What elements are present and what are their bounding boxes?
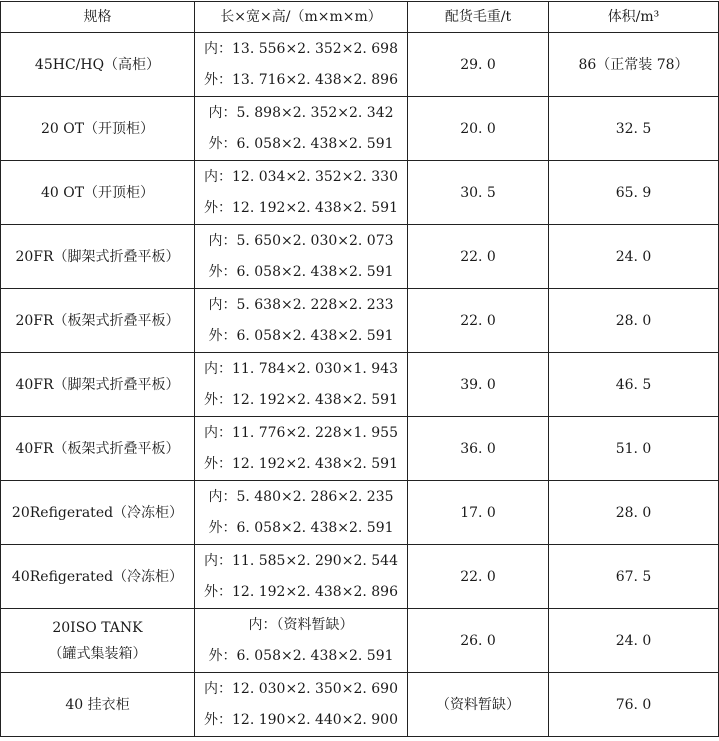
spec-text: 40 OT（开顶柜） (40, 184, 155, 201)
inner-dimensions: 内：11. 776×2. 228×1. 955 (204, 424, 398, 441)
header-dimensions: 长×宽×高/（m×m×m） (195, 2, 408, 33)
cell-weight: 26. 0 (408, 609, 549, 673)
table-row (1, 481, 719, 545)
cell-dimensions (195, 481, 408, 545)
cell-volume: 32. 5 (549, 97, 719, 161)
cell-spec (1, 97, 195, 161)
table-row (1, 545, 719, 609)
cell-volume: 86（正常装 78） (549, 33, 719, 97)
inner-dimensions: 内：12. 030×2. 350×2. 690 (204, 680, 398, 697)
spec-text: 20 OT（开顶柜） (40, 120, 155, 137)
cell-volume: 76. 0 (549, 673, 719, 737)
table-row (1, 97, 719, 161)
table-row (1, 161, 719, 225)
table-row (1, 33, 719, 97)
header-weight: 配货毛重/t (408, 2, 549, 33)
cell-spec (1, 481, 195, 545)
cell-spec (1, 33, 195, 97)
cell-spec (1, 161, 195, 225)
cell-weight: 22. 0 (408, 545, 549, 609)
table-row (1, 609, 719, 673)
cell-volume: 67. 5 (549, 545, 719, 609)
spec-text: 45HC/HQ（高柜） (34, 56, 161, 73)
table-row (1, 289, 719, 353)
container-spec-table (0, 1, 719, 737)
table-body (1, 33, 719, 737)
cell-weight: 36. 0 (408, 417, 549, 481)
spec-text: 40FR（板架式折叠平板） (15, 440, 180, 457)
cell-weight: （资料暂缺） (408, 673, 549, 737)
cell-weight: 22. 0 (408, 225, 549, 289)
spec-text: （罐式集装箱） (48, 645, 147, 662)
spec-text: 20ISO TANK (52, 619, 143, 636)
table-row (1, 417, 719, 481)
outer-dimensions: 外：12. 192×2. 438×2. 591 (204, 455, 398, 472)
spec-text: 20FR（板架式折叠平板） (15, 312, 180, 329)
cell-dimensions (195, 609, 408, 673)
header-spec: 规格 (1, 2, 195, 33)
cell-dimensions (195, 417, 408, 481)
inner-dimensions: 内：13. 556×2. 352×2. 698 (204, 40, 398, 57)
spec-text: 40FR（脚架式折叠平板） (15, 376, 180, 393)
inner-dimensions: 内：12. 034×2. 352×2. 330 (204, 168, 398, 185)
outer-dimensions: 外：6. 058×2. 438×2. 591 (208, 263, 394, 280)
inner-dimensions: 内：5. 650×2. 030×2. 073 (208, 232, 394, 249)
outer-dimensions: 外：12. 192×2. 438×2. 896 (204, 583, 398, 600)
cell-volume: 51. 0 (549, 417, 719, 481)
inner-dimensions: 内：11. 585×2. 290×2. 544 (204, 552, 398, 569)
spec-text: 20Refigerated（冷冻柜） (11, 504, 184, 521)
outer-dimensions: 外：13. 716×2. 438×2. 896 (204, 71, 398, 88)
cell-dimensions (195, 289, 408, 353)
cell-dimensions (195, 225, 408, 289)
cell-volume: 24. 0 (549, 225, 719, 289)
outer-dimensions: 外：6. 058×2. 438×2. 591 (208, 327, 394, 344)
outer-dimensions: 外：6. 058×2. 438×2. 591 (208, 647, 394, 664)
inner-dimensions: 内：（资料暂缺） (248, 616, 354, 633)
cell-spec (1, 609, 195, 673)
cell-spec (1, 289, 195, 353)
cell-weight: 39. 0 (408, 353, 549, 417)
table-row (1, 673, 719, 737)
table-row (1, 353, 719, 417)
cell-volume: 28. 0 (549, 289, 719, 353)
cell-spec (1, 417, 195, 481)
cell-spec (1, 673, 195, 737)
cell-weight: 29. 0 (408, 33, 549, 97)
inner-dimensions: 内：5. 480×2. 286×2. 235 (208, 488, 394, 505)
cell-spec (1, 353, 195, 417)
inner-dimensions: 内：11. 784×2. 030×1. 943 (204, 360, 398, 377)
cell-weight: 22. 0 (408, 289, 549, 353)
cell-weight: 20. 0 (408, 97, 549, 161)
inner-dimensions: 内：5. 638×2. 228×2. 233 (208, 296, 394, 313)
cell-volume: 24. 0 (549, 609, 719, 673)
cell-volume: 28. 0 (549, 481, 719, 545)
outer-dimensions: 外：6. 058×2. 438×2. 591 (208, 135, 394, 152)
table-header-row (1, 2, 719, 33)
outer-dimensions: 外：12. 192×2. 438×2. 591 (204, 199, 398, 216)
cell-dimensions (195, 161, 408, 225)
outer-dimensions: 外：12. 190×2. 440×2. 900 (204, 711, 398, 728)
spec-text: 40Refigerated（冷冻柜） (11, 568, 184, 585)
cell-weight: 30. 5 (408, 161, 549, 225)
outer-dimensions: 外：12. 192×2. 438×2. 591 (204, 391, 398, 408)
cell-spec (1, 225, 195, 289)
outer-dimensions: 外：6. 058×2. 438×2. 591 (208, 519, 394, 536)
cell-weight: 17. 0 (408, 481, 549, 545)
cell-dimensions (195, 33, 408, 97)
header-volume: 体积/m³ (549, 2, 719, 33)
cell-volume: 65. 9 (549, 161, 719, 225)
table-row (1, 225, 719, 289)
cell-dimensions (195, 673, 408, 737)
spec-text: 40 挂衣柜 (65, 696, 130, 713)
cell-dimensions (195, 545, 408, 609)
inner-dimensions: 内：5. 898×2. 352×2. 342 (208, 104, 394, 121)
spec-text: 20FR（脚架式折叠平板） (15, 248, 180, 265)
cell-dimensions (195, 97, 408, 161)
cell-dimensions (195, 353, 408, 417)
cell-spec (1, 545, 195, 609)
cell-volume: 46. 5 (549, 353, 719, 417)
